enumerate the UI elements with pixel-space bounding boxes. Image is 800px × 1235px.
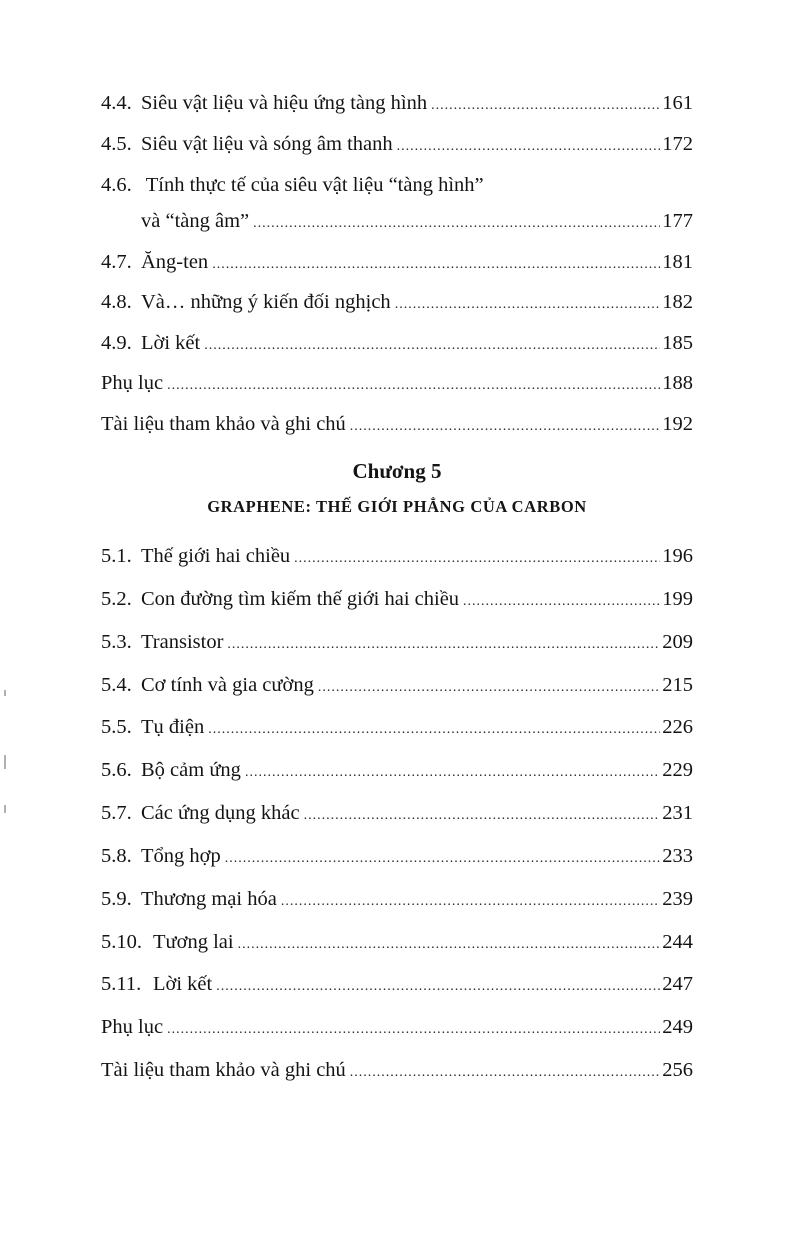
toc-entry-page: 226: [662, 716, 693, 738]
toc-entry-number: 5.7.: [101, 802, 132, 824]
dot-leader: [245, 758, 660, 788]
toc-entry-title: Cơ tính và gia cường: [141, 674, 314, 696]
toc-entry-number: 5.1.: [101, 545, 132, 567]
dot-leader: [281, 887, 660, 917]
dot-leader: [167, 1015, 660, 1045]
toc-entry-page: 249: [662, 1016, 693, 1038]
dot-leader: [253, 209, 660, 239]
toc-entry-title: Phụ lục: [101, 1016, 164, 1038]
dot-leader: [167, 371, 660, 401]
scan-mark: [4, 755, 6, 769]
toc-entry-5-10[interactable]: [101, 927, 693, 957]
toc-entry-title-line1: Tính thực tế của siêu vật liệu “tàng hình”: [145, 174, 484, 196]
toc-entry-number: 4.5.: [101, 133, 132, 155]
toc-entry-5-1[interactable]: [101, 541, 693, 571]
dot-leader: [227, 630, 660, 660]
dot-leader: [350, 412, 660, 442]
toc-entry-page: 199: [662, 588, 693, 610]
toc-entry-page: 229: [662, 759, 693, 781]
toc-entry-number: 5.6.: [101, 759, 132, 781]
chapter-subtitle: GRAPHENE: THẾ GIỚI PHẲNG CỦA CARBON: [207, 497, 587, 516]
toc-entry-5-4[interactable]: [101, 670, 693, 700]
toc-entry-number: 5.3.: [101, 631, 132, 653]
toc-entry-title: Tổng hợp: [141, 845, 221, 867]
toc-entry-page: 239: [662, 888, 693, 910]
dot-leader: [238, 930, 661, 960]
toc-entry-title: Thế giới hai chiều: [141, 545, 291, 567]
toc-entry-title: Siêu vật liệu và sóng âm thanh: [141, 133, 393, 155]
dot-leader: [318, 673, 660, 703]
toc-entry-title: Tụ điện: [141, 716, 205, 738]
toc-entry-title: Con đường tìm kiếm thế giới hai chiều: [141, 588, 460, 610]
dot-leader: [294, 544, 660, 574]
toc-entry-4-6-line1[interactable]: [101, 170, 693, 200]
dot-leader: [431, 91, 660, 121]
toc-entry-page: 182: [662, 291, 693, 313]
toc-entry-4-4[interactable]: [101, 88, 693, 118]
toc-entry-4-7[interactable]: [101, 247, 693, 277]
chapter-title: Chương 5: [352, 459, 442, 483]
toc-entry-number: 4.9.: [101, 332, 132, 354]
toc-entry-number: 5.9.: [101, 888, 132, 910]
toc-entry-number: 5.5.: [101, 716, 132, 738]
toc-entry-4-8[interactable]: [101, 287, 693, 317]
toc-entry-4-6[interactable]: [141, 206, 693, 236]
toc-entry-page: 196: [662, 545, 693, 567]
toc-entry-title: Tài liệu tham khảo và ghi chú: [101, 413, 346, 435]
dot-leader: [204, 331, 660, 361]
dot-leader: [212, 250, 660, 280]
toc-entry-page: 185: [662, 332, 693, 354]
toc-entry-title: Và… những ý kiến đối nghịch: [141, 291, 391, 313]
dot-leader: [216, 972, 660, 1002]
toc-entry-page: 256: [662, 1059, 693, 1081]
toc-entry-page: 233: [662, 845, 693, 867]
toc-entry-page: 181: [662, 251, 693, 273]
scan-mark: [4, 805, 6, 813]
toc-entry-number: 4.4.: [101, 92, 132, 114]
toc-entry-page: 172: [662, 133, 693, 155]
toc-entry-5-9[interactable]: [101, 884, 693, 914]
toc-entry-references-4[interactable]: [101, 409, 693, 439]
toc-entry-title: Thương mại hóa: [141, 888, 277, 910]
toc-entry-page: 244: [662, 931, 693, 953]
scan-mark: [4, 690, 6, 696]
dot-leader: [350, 1058, 660, 1088]
toc-entry-5-7[interactable]: [101, 798, 693, 828]
toc-entry-title: Tài liệu tham khảo và ghi chú: [101, 1059, 346, 1081]
toc-entry-5-8[interactable]: [101, 841, 693, 871]
toc-entry-number: 4.7.: [101, 251, 132, 273]
toc-entry-number: 4.8.: [101, 291, 132, 313]
toc-entry-title: Lời kết: [153, 973, 213, 995]
toc-entry-page: 215: [662, 674, 693, 696]
toc-entry-title: Các ứng dụng khác: [141, 802, 300, 824]
toc-entry-title: Tương lai: [153, 931, 234, 953]
toc-entry-page: 192: [662, 413, 693, 435]
toc-entry-references-5[interactable]: [101, 1055, 693, 1085]
toc-entry-title: và “tàng âm”: [141, 210, 250, 232]
toc-entry-appendix-5[interactable]: [101, 1012, 693, 1042]
toc-entry-page: 247: [662, 973, 693, 995]
toc-entry-number: 5.8.: [101, 845, 132, 867]
toc-entry-5-11[interactable]: [101, 969, 693, 999]
toc-entry-title: Bộ cảm ứng: [141, 759, 241, 781]
toc-entry-page: 161: [662, 92, 693, 114]
toc-entry-page: 231: [662, 802, 693, 824]
dot-leader: [395, 290, 661, 320]
toc-entry-title: Transistor: [141, 631, 224, 653]
toc-entry-page: 188: [662, 372, 693, 394]
toc-entry-5-2[interactable]: [101, 584, 693, 614]
toc-entry-appendix-4[interactable]: [101, 368, 693, 398]
toc-entry-title: Ăng-ten: [141, 251, 209, 273]
toc-entry-title: Lời kết: [141, 332, 201, 354]
toc-entry-5-3[interactable]: [101, 627, 693, 657]
dot-leader: [225, 844, 661, 874]
dot-leader: [397, 132, 661, 162]
toc-entry-title: Siêu vật liệu và hiệu ứng tàng hình: [141, 92, 428, 114]
toc-entry-4-9[interactable]: [101, 328, 693, 358]
toc-entry-page: 177: [662, 210, 693, 232]
toc-entry-number: 4.6.: [101, 174, 132, 196]
dot-leader: [208, 715, 660, 745]
toc-entry-number: 5.10.: [101, 931, 142, 953]
dot-leader: [304, 801, 661, 831]
toc-entry-page: 209: [662, 631, 693, 653]
toc-entry-number: 5.2.: [101, 588, 132, 610]
toc-entry-4-5[interactable]: [101, 129, 693, 159]
toc-entry-5-5[interactable]: [101, 712, 693, 742]
toc-entry-number: 5.4.: [101, 674, 132, 696]
dot-leader: [463, 587, 660, 617]
toc-entry-number: 5.11.: [101, 973, 142, 995]
toc-entry-5-6[interactable]: [101, 755, 693, 785]
toc-entry-title: Phụ lục: [101, 372, 164, 394]
